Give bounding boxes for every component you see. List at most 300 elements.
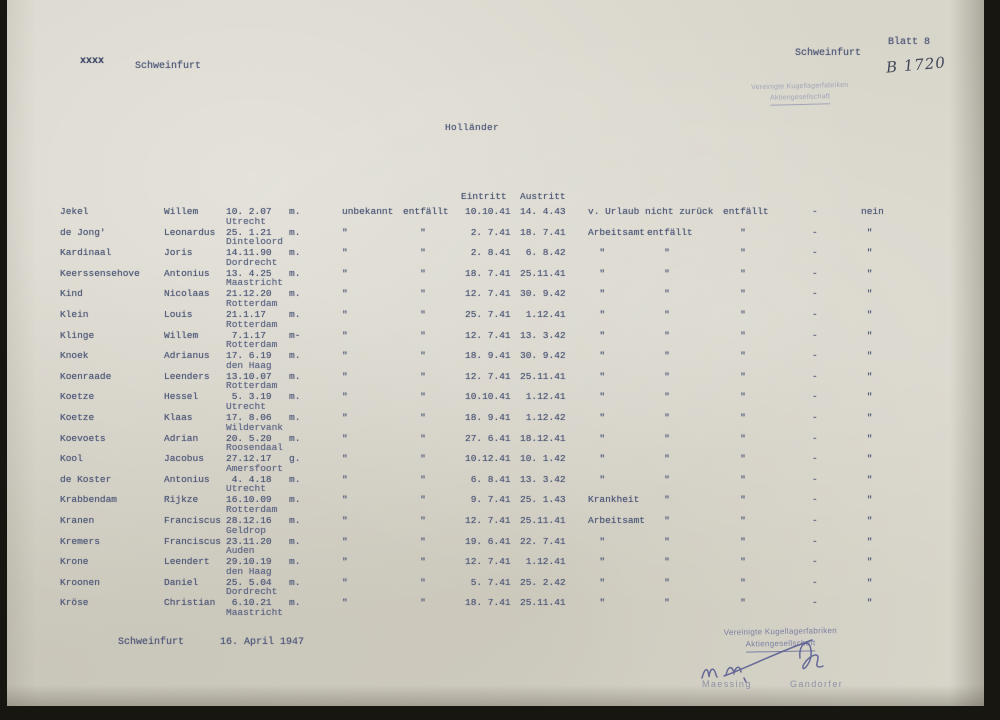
cell-c4: - [812,350,818,362]
cell-c2: " [647,267,670,279]
cell-c2: " [647,288,670,300]
cell-c4: - [812,515,818,526]
cell-birthdate: 16.10.09 [226,494,272,506]
cell-birthdate: 25. 1.21 [226,226,272,238]
signer-name-2: Gandorfer [790,679,844,689]
cell-note2: " [403,226,426,238]
cell-surname: Kremers [60,535,100,547]
cell-city: Geldrop [226,524,266,536]
cell-austritt: 13. 3.42 [520,329,566,341]
cell-c3: " [723,350,746,362]
cell-c5: " [861,288,873,300]
cell-gender: m. [289,267,301,279]
cell-note1: " [342,515,348,526]
cell-c5: " [861,556,873,568]
cell-reason: " [588,412,606,423]
cell-gender: m. [289,432,301,444]
cell-c2: " [647,473,670,485]
cell-eintritt: 19. 6.41 [465,535,511,547]
cell-c3: entfällt [723,206,769,217]
cell-eintritt: 18. 7.41 [465,267,511,279]
cell-c4: - [812,370,818,382]
cell-c3: " [723,556,746,568]
cell-reason: v. Urlaub nicht zurück [588,206,714,217]
cell-gender: m. [289,597,301,609]
cell-c3: " [723,370,746,382]
cell-c2: " [647,391,670,403]
cell-c3: " [723,267,746,279]
handwritten-number: B 1720 [885,53,947,77]
cell-c2: " [647,453,670,465]
cell-austritt: 30. 9.42 [520,288,566,300]
cell-note1: " [342,309,348,320]
cell-c4: - [812,206,818,217]
cell-note1: unbekannt [342,206,394,217]
cell-reason: " [588,391,606,403]
cell-firstname: Louis [164,309,193,320]
cell-c3: " [723,391,746,403]
cell-c5: " [861,309,873,320]
cell-note1: " [342,391,348,403]
cell-c3: " [723,432,746,444]
cell-c2: " [647,556,670,568]
cell-eintritt: 9. 7.41 [465,494,511,506]
cell-c5: " [861,391,873,403]
cell-reason: Krankheit [588,494,640,506]
cell-c2: " [647,576,670,588]
cell-surname: Klinge [60,329,95,341]
cell-surname: Koenraade [60,370,112,382]
cell-city: Utrecht [226,401,266,412]
cell-austritt: 25.11.41 [520,515,566,526]
cell-c2: " [647,247,670,259]
cell-firstname: Leendert [164,556,210,568]
cell-note2: " [403,535,426,547]
cell-city: Rotterdam [226,380,278,392]
cell-c5: " [861,267,873,279]
cell-c5: " [861,432,873,444]
cell-city: Rotterdam [226,298,278,309]
cell-c2: " [647,432,670,444]
cell-c4: - [812,597,818,609]
cell-firstname: Adrian [164,432,199,444]
cell-reason: " [588,370,606,382]
cell-surname: de Jong' [60,226,106,238]
cell-austritt: 18. 7.41 [520,226,566,238]
cell-eintritt: 27. 6.41 [465,432,511,444]
cell-note2: " [403,391,426,403]
cell-gender: g. [289,453,301,465]
cell-note2: " [403,515,426,526]
cell-c2: " [647,597,670,609]
cell-city: Roosendaal [226,442,284,454]
cell-reason: " [588,432,606,444]
cell-c5: " [861,247,873,259]
cell-note1: " [342,267,348,279]
cell-eintritt: 10.10.41 [465,391,511,403]
cell-reason: " [588,309,606,320]
cell-austritt: 25. 2.42 [520,576,566,588]
cell-note1: " [342,473,348,485]
cell-gender: m. [289,494,301,506]
cell-birthdate: 29.10.19 [226,556,272,568]
cell-eintritt: 2. 8.41 [465,247,511,259]
cell-c3: " [723,412,746,423]
cell-c3: " [723,494,746,506]
cell-c2: " [647,535,670,547]
cell-reason: " [588,556,606,568]
document-title: Holländer [445,122,500,133]
redaction-mark: xxxx [80,56,105,67]
cell-reason: " [588,288,606,300]
cell-note2: " [403,247,426,259]
cell-c4: - [812,329,818,341]
scan-edge-right [984,0,1000,720]
cell-firstname: Antonius [164,473,210,485]
top-right-location: Schweinfurt [795,48,862,59]
cell-eintritt: 18. 9.41 [465,412,511,423]
scan-edge-bottom [0,706,1000,720]
cell-c4: - [812,473,818,485]
cell-gender: m. [289,309,301,320]
cell-c4: - [812,267,818,279]
cell-c2: " [647,370,670,382]
cell-reason: Arbeitsamt [588,226,646,238]
cell-note2: " [403,288,426,300]
cell-c4: - [812,453,818,465]
cell-reason: " [588,329,606,341]
cell-birthdate: 13.10.07 [226,370,272,382]
cell-c3: " [723,473,746,485]
cell-gender: m. [289,370,301,382]
cell-c4: - [812,391,818,403]
cell-note2: " [403,329,426,341]
cell-birthdate: 21.12.20 [226,288,272,300]
top-left-location: Schweinfurt [135,61,202,72]
cell-firstname: Franciscus [164,535,222,547]
cell-c2: " [647,309,670,320]
cell-c4: - [812,494,818,506]
cell-eintritt: 10.12.41 [465,453,511,465]
cell-birthdate: 20. 5.20 [226,432,272,444]
cell-note2: entfällt [403,206,449,217]
scan-edge-left [0,0,7,720]
cell-city: Maastricht [226,607,284,618]
cell-gender: m. [289,535,301,547]
cell-note1: " [342,329,348,341]
cell-c5: " [861,576,873,588]
cell-city: Utrecht [226,215,266,227]
cell-firstname: Joris [164,247,193,259]
cell-c2: " [647,494,670,506]
cell-birthdate: 28.12.16 [226,515,272,526]
cell-city: Dordrecht [226,256,278,268]
footer-date: 16. April 1947 [220,637,305,648]
cell-eintritt: 10.10.41 [465,206,511,217]
cell-reason: Arbeitsamt [588,515,646,526]
cell-c4: - [812,535,818,547]
cell-c2: " [647,412,670,423]
cell-note2: " [403,576,426,588]
cell-note2: " [403,473,426,485]
cell-city: Rotterdam [226,339,278,351]
cell-surname: Krone [60,556,89,568]
cell-reason: " [588,535,606,547]
cell-surname: Kröse [60,597,89,609]
cell-surname: de Koster [60,473,112,485]
cell-birthdate: 13. 4.25 [226,267,272,279]
cell-c5: " [861,494,873,506]
cell-surname: Krabbendam [60,494,118,506]
cell-gender: m. [289,576,301,588]
cell-reason: " [588,453,606,465]
cell-austritt: 1.12.42 [520,412,566,423]
cell-reason: " [588,597,606,609]
cell-c4: - [812,309,818,320]
cell-eintritt: 12. 7.41 [465,329,511,341]
cell-firstname: Nicolaas [164,288,210,300]
cell-surname: Jekel [60,206,89,217]
cell-firstname: Willem [164,329,199,341]
cell-surname: Koetze [60,391,95,403]
cell-austritt: 13. 3.42 [520,473,566,485]
cell-eintritt: 25. 7.41 [465,309,511,320]
cell-gender: m. [289,556,301,568]
cell-birthdate: 25. 5.04 [226,576,272,588]
cell-reason: " [588,576,606,588]
cell-birthdate: 21.1.17 [226,309,266,320]
cell-austritt: 25. 1.43 [520,494,566,506]
cell-birthdate: 4. 4.18 [226,473,272,485]
cell-note1: " [342,226,348,238]
cell-note1: " [342,432,348,444]
cell-birthdate: 23.11.20 [226,535,272,547]
cell-c5: nein [861,206,884,217]
cell-c2: " [647,329,670,341]
cell-surname: Kardinaal [60,247,112,259]
cell-c4: - [812,247,818,259]
cell-note2: " [403,350,426,362]
cell-note2: " [403,453,426,465]
cell-eintritt: 18. 9.41 [465,350,511,362]
cell-c3: " [723,576,746,588]
cell-c3: " [723,288,746,300]
cell-austritt: 30. 9.42 [520,350,566,362]
cell-city: Rotterdam [226,318,278,330]
cell-c5: " [861,453,873,465]
cell-reason: " [588,267,606,279]
cell-eintritt: 12. 7.41 [465,370,511,382]
cell-surname: Koetze [60,412,95,423]
cell-note1: " [342,412,348,423]
cell-birthdate: 14.11.90 [226,247,272,259]
cell-gender: m. [289,391,301,403]
cell-birthdate: 7.1.17 [226,329,266,341]
cell-birthdate: 6.10.21 [226,597,272,609]
cell-gender: m. [289,473,301,485]
cell-surname: Kool [60,453,83,465]
cell-firstname: Daniel [164,576,199,588]
cell-firstname: Jacobus [164,453,204,465]
cell-c3: " [723,226,746,238]
cell-note1: " [342,288,348,300]
cell-note2: " [403,370,426,382]
cell-note1: " [342,597,348,609]
cell-birthdate: 27.12.17 [226,453,272,465]
column-header-eintritt: Eintritt [461,191,507,202]
cell-firstname: Christian [164,597,216,609]
stamp-line1: Vereinigte Kugellagerfabriken [723,626,838,637]
cell-city: Wildervank [226,421,284,433]
cell-note1: " [342,494,348,506]
cell-austritt: 10. 1.42 [520,453,566,465]
cell-note2: " [403,432,426,444]
cell-surname: Keerssensehove [60,267,140,279]
cell-gender: m. [289,288,301,300]
cell-birthdate: 17. 6.19 [226,350,272,362]
cell-c2: " [647,515,670,526]
cell-note2: " [403,597,426,609]
cell-reason: " [588,247,606,259]
cell-c4: - [812,412,818,423]
cell-note1: " [342,535,348,547]
company-stamp-top [735,80,866,106]
cell-austritt: 14. 4.43 [520,206,566,217]
cell-surname: Klein [60,309,89,320]
cell-eintritt: 2. 7.41 [465,226,511,238]
cell-austritt: 18.12.41 [520,432,566,444]
cell-note2: " [403,494,426,506]
cell-birthdate: 5. 3.19 [226,391,272,403]
handwritten-signature [688,630,858,688]
cell-austritt: 1.12.41 [520,556,566,568]
cell-firstname: Leenders [164,370,210,382]
cell-note1: " [342,576,348,588]
cell-eintritt: 6. 8.41 [465,473,511,485]
cell-austritt: 25.11.41 [520,370,566,382]
cell-gender: m. [289,350,301,362]
cell-note1: " [342,453,348,465]
cell-birthdate: 17. 8.06 [226,412,272,423]
cell-city: Utrecht [226,483,266,495]
cell-reason: " [588,473,606,485]
cell-c4: - [812,226,818,238]
cell-c5: " [861,597,873,609]
cell-birthdate: 10. 2.07 [226,206,272,217]
cell-c3: " [723,247,746,259]
cell-firstname: Willem [164,206,199,217]
cell-austritt: 1.12.41 [520,391,566,403]
cell-c2: " [647,350,670,362]
cell-austritt: 6. 8.42 [520,247,566,259]
cell-note1: " [342,247,348,259]
cell-c3: " [723,453,746,465]
cell-c4: - [812,432,818,444]
cell-austritt: 25.11.41 [520,597,566,609]
cell-c5: " [861,535,873,547]
cell-surname: Kroonen [60,576,100,588]
cell-note1: " [342,370,348,382]
signer-name-1: Maessing [702,679,752,689]
stamp-line2: Aktiengesellschaft [746,637,816,652]
sheet-number: Blatt 8 [888,37,931,48]
cell-eintritt: 12. 7.41 [465,288,511,300]
cell-surname: Kind [60,288,83,300]
cell-firstname: Franciscus [164,515,222,526]
cell-surname: Koevoets [60,432,106,444]
cell-c5: " [861,350,873,362]
cell-c4: - [812,288,818,300]
cell-city: Dinteloord [226,236,284,248]
column-header-austritt: Austritt [520,191,566,202]
cell-austritt: 25.11.41 [520,267,566,279]
cell-surname: Kranen [60,515,95,526]
cell-reason: " [588,350,606,362]
cell-c5: " [861,226,873,238]
cell-city: Rotterdam [226,504,278,515]
cell-gender: m. [289,247,301,259]
cell-c5: " [861,370,873,382]
cell-c4: - [812,576,818,588]
cell-firstname: Leonardus [164,226,216,238]
cell-c3: " [723,329,746,341]
cell-eintritt: 5. 7.41 [465,576,511,588]
cell-gender: m. [289,515,301,526]
cell-eintritt: 18. 7.41 [465,597,511,609]
cell-gender: m- [289,329,301,341]
stamp-line1: Vereinigte Kugellagerfabriken [751,81,849,92]
cell-note1: " [342,556,348,568]
footer-location: Schweinfurt [118,637,185,648]
cell-city: Dordrecht [226,586,278,598]
cell-c5: " [861,412,873,423]
cell-firstname: Rijkze [164,494,199,506]
stamp-line2: Aktiengesellschaft [770,92,830,106]
cell-eintritt: 12. 7.41 [465,515,511,526]
cell-note2: " [403,267,426,279]
cell-note2: " [403,412,426,423]
cell-note2: " [403,556,426,568]
cell-city: Amersfoort [226,462,284,474]
cell-c5: " [861,329,873,341]
cell-firstname: Klaas [164,412,193,423]
cell-city: Auden [226,545,255,557]
cell-note2: " [403,309,426,320]
cell-c5: " [861,473,873,485]
cell-c2: entfällt [647,226,693,238]
cell-surname: Knoek [60,350,89,362]
cell-firstname: Hessel [164,391,199,403]
cell-austritt: 1.12.41 [520,309,566,320]
cell-c3: " [723,597,746,609]
cell-city: den Haag [226,359,272,371]
cell-firstname: Adrianus [164,350,210,362]
cell-c3: " [723,515,746,526]
cell-austritt: 22. 7.41 [520,535,566,547]
cell-note1: " [342,350,348,362]
cell-gender: m. [289,412,301,423]
cell-eintritt: 12. 7.41 [465,556,511,568]
cell-c5: " [861,515,873,526]
cell-city: Maastricht [226,277,284,289]
cell-c3: " [723,535,746,547]
cell-c3: " [723,309,746,320]
cell-c4: - [812,556,818,568]
cell-gender: m. [289,226,301,238]
cell-gender: m. [289,206,301,217]
cell-city: den Haag [226,565,272,577]
cell-firstname: Antonius [164,267,210,279]
